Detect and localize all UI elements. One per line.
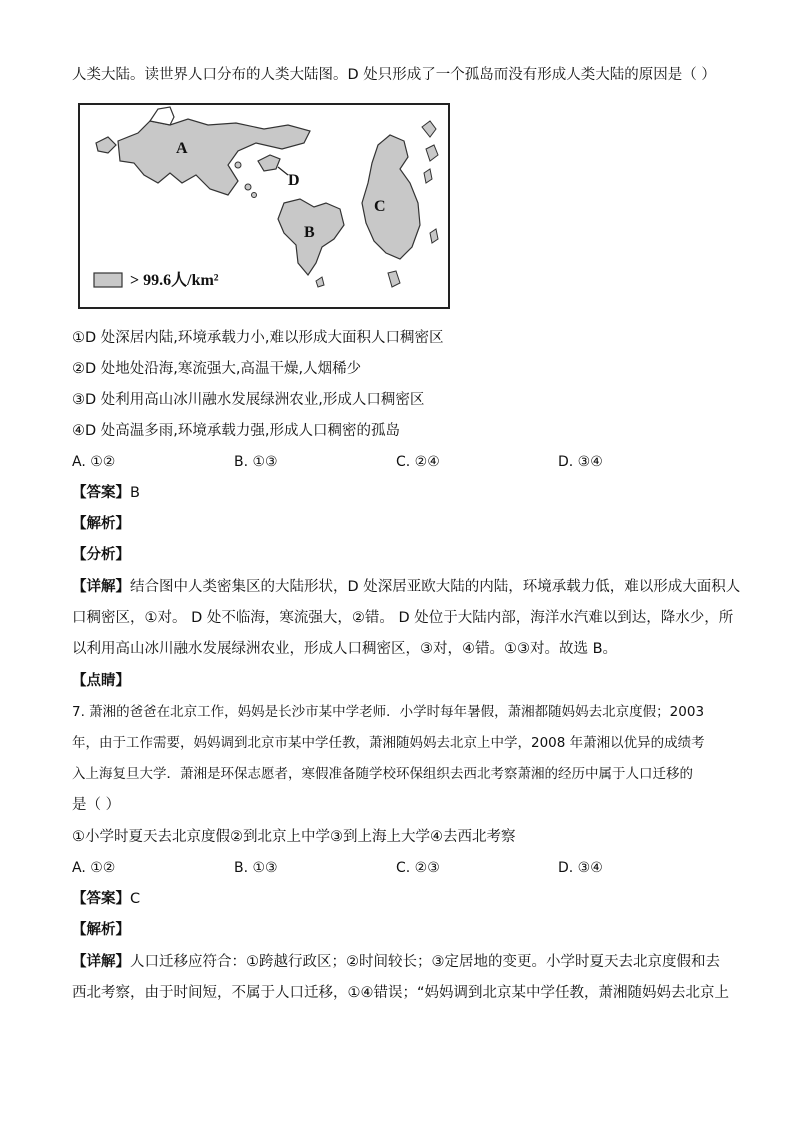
q7-stem-line-3: 入上海复旦大学．萧湘是环保志愿者，寒假准备随学校环保组织去西北考察萧湘的经历中属于人口迁移的 bbox=[72, 766, 693, 782]
q7-option-c: C. ②③ bbox=[396, 860, 440, 876]
q7-option-d: D. ③④ bbox=[558, 860, 603, 876]
q6-analysis-label: 【解析】 bbox=[72, 516, 130, 532]
q6-detail-text-1: 结合图中人类密集区的大陆形状，D 处深居亚欧大陆的内陆，环境承载力低，难以形成大面积人 bbox=[130, 579, 741, 595]
label-b: D bbox=[288, 172, 300, 189]
q6-detail-line-3: 以利用高山冰川融水发展绿洲农业，形成人口稠密区，③对，④错。①③对。故选 B。 bbox=[72, 641, 618, 657]
q7-stem-line-2: 年，由于工作需要，妈妈调到北京市某中学任教，萧湘随妈妈去北京上中学，2008 年萧湘以优异的成绩考 bbox=[72, 735, 705, 751]
q7-detail-line-1 bbox=[72, 953, 720, 971]
q6-option-d: D. ③④ bbox=[558, 454, 603, 470]
q7-answer-value: C bbox=[130, 891, 141, 907]
q7-answer bbox=[72, 890, 140, 908]
q6-detail-label: 【详解】 bbox=[72, 579, 130, 595]
q6-option-c: C. ②④ bbox=[396, 454, 440, 470]
q7-option-b: B. ①③ bbox=[234, 860, 278, 876]
label-c: C bbox=[374, 198, 386, 215]
q6-statement-2: ②D 处地处沿海,寒流强大,高温干燥,人烟稀少 bbox=[72, 361, 362, 377]
label-b-main: B bbox=[304, 224, 315, 241]
q6-statement-3: ③D 处利用高山冰川融水发展绿洲农业,形成人口稠密区 bbox=[72, 392, 425, 408]
q6-answer bbox=[72, 484, 140, 502]
q6-option-b: B. ①③ bbox=[234, 454, 278, 470]
q6-dianjing-label: 【点睛】 bbox=[72, 673, 130, 689]
q6-answer-value: B bbox=[130, 485, 140, 501]
q7-detail-line-2: 西北考察，由于时间短，不属于人口迁移，①④错误；“妈妈调到北京某中学任教，萧湘随妈妈去北京上 bbox=[72, 985, 730, 1001]
legend-swatch bbox=[94, 273, 122, 287]
q7-statements: ①小学时夏天去北京度假②到北京上中学③到上海上大学④去西北考察 bbox=[72, 829, 516, 845]
q7-analysis-label: 【解析】 bbox=[72, 922, 130, 938]
q7-option-a: A. ①② bbox=[72, 860, 116, 876]
population-map bbox=[78, 103, 450, 309]
q6-statement-1: ①D 处深居内陆,环境承载力小,难以形成大面积人口稠密区 bbox=[72, 330, 444, 346]
q6-fenxi-label: 【分析】 bbox=[72, 547, 130, 563]
legend-label: > 99.6人/km² bbox=[130, 272, 219, 289]
q7-detail-text-1: 人口迁移应符合：①跨越行政区；②时间较长；③定居地的变更。小学时夏天去北京度假和去 bbox=[130, 954, 720, 970]
q6-intro: 人类大陆。读世界人口分布的人类大陆图。D 处只形成了一个孤岛而没有形成人类大陆的原因是（ ） bbox=[72, 67, 716, 83]
q6-detail-line-2: 口稠密区，①对。 D 处不临海，寒流强大，②错。 D 处位于大陆内部，海洋水汽难以到达，降水少，所 bbox=[72, 610, 734, 626]
q7-stem-line-4: 是（ ） bbox=[72, 797, 121, 813]
q6-option-a: A. ①② bbox=[72, 454, 116, 470]
q7-stem-line-1: 7. 萧湘的爸爸在北京工作，妈妈是长沙市某中学老师．小学时每年暑假，萧湘都随妈妈去北京度假；2003 bbox=[72, 704, 705, 720]
label-a: A bbox=[176, 140, 188, 157]
q6-answer-label: 【答案】 bbox=[72, 485, 130, 501]
q6-statement-4: ④D 处高温多雨,环境承载力强,形成人口稠密的孤岛 bbox=[72, 423, 400, 439]
q7-answer-label: 【答案】 bbox=[72, 891, 130, 907]
q7-detail-label: 【详解】 bbox=[72, 954, 130, 970]
q6-detail-line-1 bbox=[72, 578, 740, 596]
